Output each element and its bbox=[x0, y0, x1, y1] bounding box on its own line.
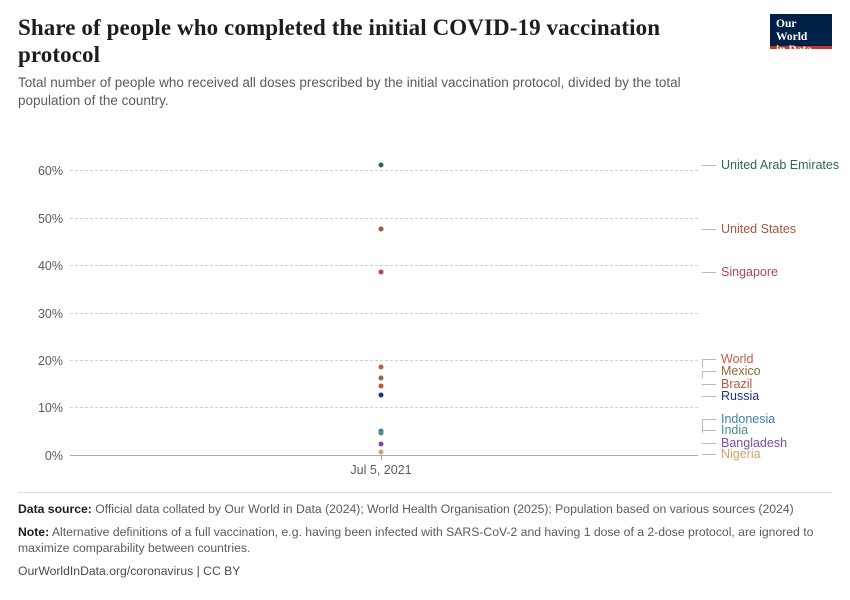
series-label-united-arab-emirates[interactable]: United Arab Emirates bbox=[721, 157, 840, 172]
data-source-label: Data source: bbox=[18, 502, 92, 516]
gridline bbox=[37, 353, 698, 368]
series-leader-line bbox=[702, 419, 716, 420]
data-point[interactable] bbox=[379, 442, 384, 447]
x-axis-tick-mark bbox=[381, 455, 382, 460]
data-point[interactable] bbox=[379, 393, 384, 398]
gridline bbox=[44, 448, 698, 463]
series-leader-connector bbox=[702, 371, 703, 378]
gridline bbox=[37, 401, 698, 416]
series-label-bangladesh[interactable]: Bangladesh bbox=[721, 436, 788, 451]
series-label-russia[interactable]: Russia bbox=[721, 388, 760, 403]
page-title: Share of people who completed the initial COVID-19 vaccination protocol bbox=[18, 15, 661, 68]
series-leader-line bbox=[702, 443, 716, 444]
series-leader-line bbox=[702, 454, 716, 455]
data-point[interactable] bbox=[379, 449, 384, 454]
data-source-text: Official data collated by Our World in Data (2024); World Health Organisation (2025); Population based on various sources (2024) bbox=[95, 502, 794, 516]
chart-area bbox=[18, 127, 840, 487]
data-point[interactable] bbox=[379, 384, 384, 389]
series-leader-line bbox=[702, 272, 716, 273]
y-axis-tick-label: 30% bbox=[37, 306, 63, 321]
chart-header bbox=[18, 14, 832, 111]
series-leader-line bbox=[702, 371, 716, 372]
gridline bbox=[37, 164, 698, 179]
data-point[interactable] bbox=[379, 365, 384, 370]
series-label-nigeria[interactable]: Nigeria bbox=[721, 446, 761, 461]
owid-logo-line2: in Data bbox=[776, 43, 813, 56]
series-label-mexico[interactable]: Mexico bbox=[721, 364, 761, 379]
plot-region bbox=[37, 133, 840, 487]
license-link[interactable]: OurWorldInData.org/coronavirus | CC BY bbox=[18, 564, 241, 579]
data-point[interactable] bbox=[379, 375, 384, 380]
y-axis-tick-label: 20% bbox=[37, 353, 63, 368]
y-axis-tick-label: 10% bbox=[37, 401, 63, 416]
series-label-united-states[interactable]: United States bbox=[721, 221, 797, 236]
series-leader-connector bbox=[702, 430, 703, 433]
series-leader-line bbox=[702, 165, 716, 166]
data-point[interactable] bbox=[379, 162, 384, 167]
series-label-world[interactable]: World bbox=[721, 351, 754, 366]
y-axis-tick-label: 0% bbox=[44, 448, 63, 463]
series-label-india[interactable]: India bbox=[721, 422, 749, 437]
series-leader-line bbox=[702, 430, 716, 431]
x-axis-tick-label: Jul 5, 2021 bbox=[350, 462, 412, 477]
series-leader-connector bbox=[702, 384, 703, 387]
note-text: Alternative definitions of a full vaccination, e.g. having been infected with SARS-CoV-2 and having 1 dose of a 2-dose protocol, are ignored to maximize comparability between countries. bbox=[18, 524, 814, 556]
y-axis-tick-label: 60% bbox=[37, 164, 63, 179]
series-leader-line bbox=[702, 396, 716, 397]
owid-logo[interactable] bbox=[770, 14, 832, 56]
data-point[interactable] bbox=[379, 227, 384, 232]
chart-subtitle: Total number of people who received all doses prescribed by the initial vaccination protocol, divided by the total population of the country. bbox=[18, 75, 681, 109]
gridline bbox=[37, 211, 698, 226]
data-source-line bbox=[18, 501, 832, 518]
gridline bbox=[37, 306, 698, 321]
series-leader-line bbox=[702, 359, 716, 360]
note-label: Note: bbox=[18, 524, 50, 539]
y-axis-tick-label: 40% bbox=[37, 259, 63, 274]
chart-footer bbox=[18, 492, 832, 586]
series-label-indonesia[interactable]: Indonesia bbox=[721, 411, 776, 426]
data-point[interactable] bbox=[379, 430, 384, 435]
series-label-brazil[interactable]: Brazil bbox=[721, 376, 753, 391]
gridline bbox=[37, 259, 698, 274]
series-leader-line bbox=[702, 384, 716, 385]
series-leader-line bbox=[702, 229, 716, 230]
y-axis-tick-label: 50% bbox=[37, 211, 63, 226]
data-point[interactable] bbox=[379, 269, 384, 274]
note-line bbox=[18, 524, 832, 557]
series-label-singapore[interactable]: Singapore bbox=[721, 264, 778, 279]
owid-logo-line1: Our World bbox=[776, 18, 808, 43]
series-leader-connector bbox=[702, 359, 703, 368]
